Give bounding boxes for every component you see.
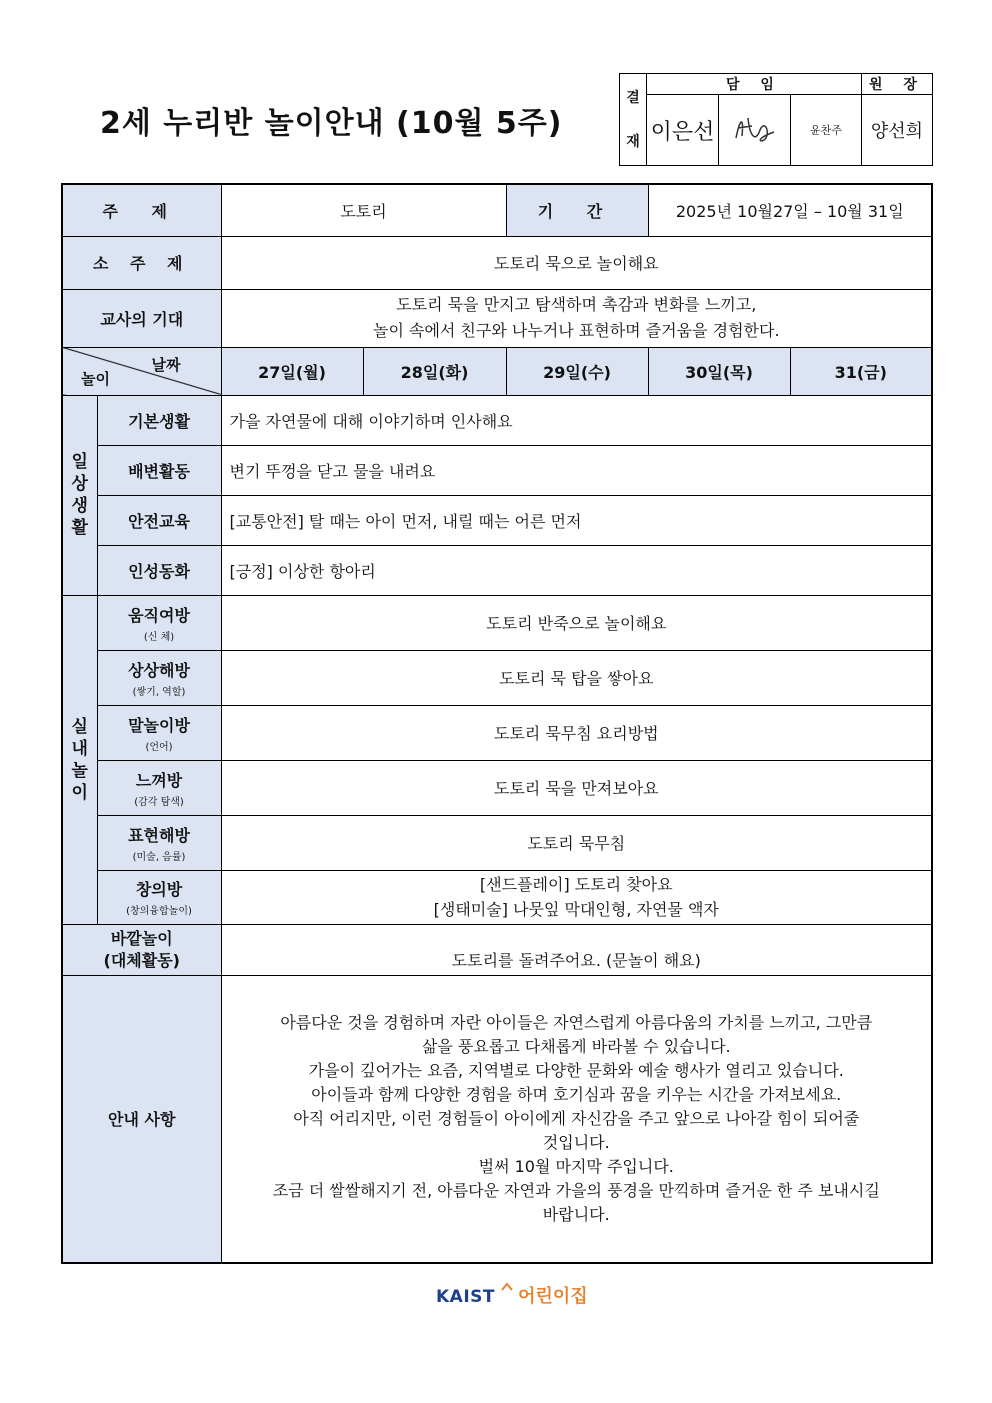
period-value: 2025년 10월27일 – 10월 31일 [648, 184, 932, 236]
page-title: 2세 누리반 놀이안내 (10월 5주) [100, 106, 563, 141]
indoor-group-label: 실 내 놀 이 [62, 595, 97, 924]
notice-label: 안내 사항 [62, 975, 221, 1263]
signature-teacher-3: 윤찬주 [791, 95, 862, 166]
daily-label-safety: 안전교육 [97, 495, 221, 545]
indoor-label-movement: 움직여방 (신 체) [97, 595, 221, 650]
daily-label-toilet: 배변활동 [97, 445, 221, 495]
signature-scribble-icon [730, 108, 780, 148]
plan-table [61, 183, 933, 1264]
day-wed: 29일(수) [506, 347, 648, 395]
indoor-text-creative: [샌드플레이] 도토리 찾아요 [생태미술] 나뭇잎 막대인형, 자연물 액자 [221, 870, 932, 924]
notice-text: 아름다운 것을 경험하며 자란 아이들은 자연스럽게 아름다움의 가치를 느끼고, 그만큼 삶을 풍요롭고 다채롭게 바라볼 수 있습니다. 가을이 깊어가는 요즘, 지역별로 다양한 문화와 예술 행사가 열리고 있습니다. 아이들과 함께 다양한 경험을 하며 호기심과 꿈을 키우는 시간을 가져보세요. 아직 어리지만, 이런 경험들이 아이에게 자신감을 주고 앞으로 나아갈 힘이 되어줄 것입니다. 벌써 10월 마지막 주입니다. 조금 더 쌀쌀해지기 전, 아름다운 자연과 가을의 풍경을 만끽하며 즐거운 한 주 보내시길 바랍니다. [221, 975, 932, 1263]
day-mon: 27일(월) [221, 347, 363, 395]
indoor-text-sensory: 도토리 묵을 만져보아요 [221, 760, 932, 815]
day-thu: 30일(목) [648, 347, 790, 395]
approval-box [619, 73, 933, 166]
expectation-value: 도토리 묵을 만지고 탐색하며 촉감과 변화를 느끼고, 놀이 속에서 친구와 나누거나 표현하며 즐거움을 경험한다. [221, 289, 932, 347]
director-label: 원 장 [862, 74, 933, 95]
daily-text-basic: 가을 자연물에 대해 이야기하며 인사해요 [221, 395, 932, 445]
daily-text-safety: [교통안전] 탈 때는 아이 먼저, 내릴 때는 어른 먼저 [221, 495, 932, 545]
indoor-label-creative: 창의방 (창의융합놀이) [97, 870, 221, 924]
indoor-text-movement: 도토리 반죽으로 놀이해요 [221, 595, 932, 650]
subtheme-value: 도토리 묵으로 놀이해요 [221, 236, 932, 289]
daily-text-toilet: 변기 뚜껑을 닫고 물을 내려요 [221, 445, 932, 495]
signature-teacher-2 [719, 95, 791, 166]
indoor-label-sensory: 느껴방 (감각 탐색) [97, 760, 221, 815]
theme-label: 주 제 [62, 184, 221, 236]
expectation-label: 교사의 기대 [62, 289, 221, 347]
subtheme-label: 소 주 제 [62, 236, 221, 289]
indoor-label-expression: 표현해방 (미술, 음률) [97, 815, 221, 870]
signature-teacher-1: 이은선 [647, 95, 719, 166]
indoor-text-expression: 도토리 묵무침 [221, 815, 932, 870]
indoor-text-imagination: 도토리 묵 탑을 쌓아요 [221, 650, 932, 705]
indoor-label-imagination: 상상해방 (쌓기, 역할) [97, 650, 221, 705]
daily-label-basic: 기본생활 [97, 395, 221, 445]
day-tue: 28일(화) [363, 347, 506, 395]
approval-label: 결 재 [620, 74, 647, 166]
indoor-label-language: 말놀이방 (언어) [97, 705, 221, 760]
indoor-text-language: 도토리 묵무침 요리방법 [221, 705, 932, 760]
period-label: 기 간 [506, 184, 648, 236]
theme-value: 도토리 [221, 184, 506, 236]
daily-text-story: [긍정] 이상한 항아리 [221, 545, 932, 595]
homeroom-label: 담 임 [647, 74, 862, 95]
outdoor-label: 바깥놀이 (대체활동) [62, 924, 221, 975]
house-roof-icon [501, 1282, 513, 1294]
outdoor-text: 도토리를 돌려주어요. (문놀이 해요) [221, 924, 932, 975]
daily-label-story: 인성동화 [97, 545, 221, 595]
date-play-header: 날짜 놀이 [62, 347, 221, 395]
daily-life-group-label: 일 상 생 활 [62, 395, 97, 595]
kaist-kindergarten-logo: KAIST 어린이집 [436, 1282, 588, 1308]
signature-director: 양선희 [862, 95, 933, 166]
day-fri: 31(금) [790, 347, 932, 395]
